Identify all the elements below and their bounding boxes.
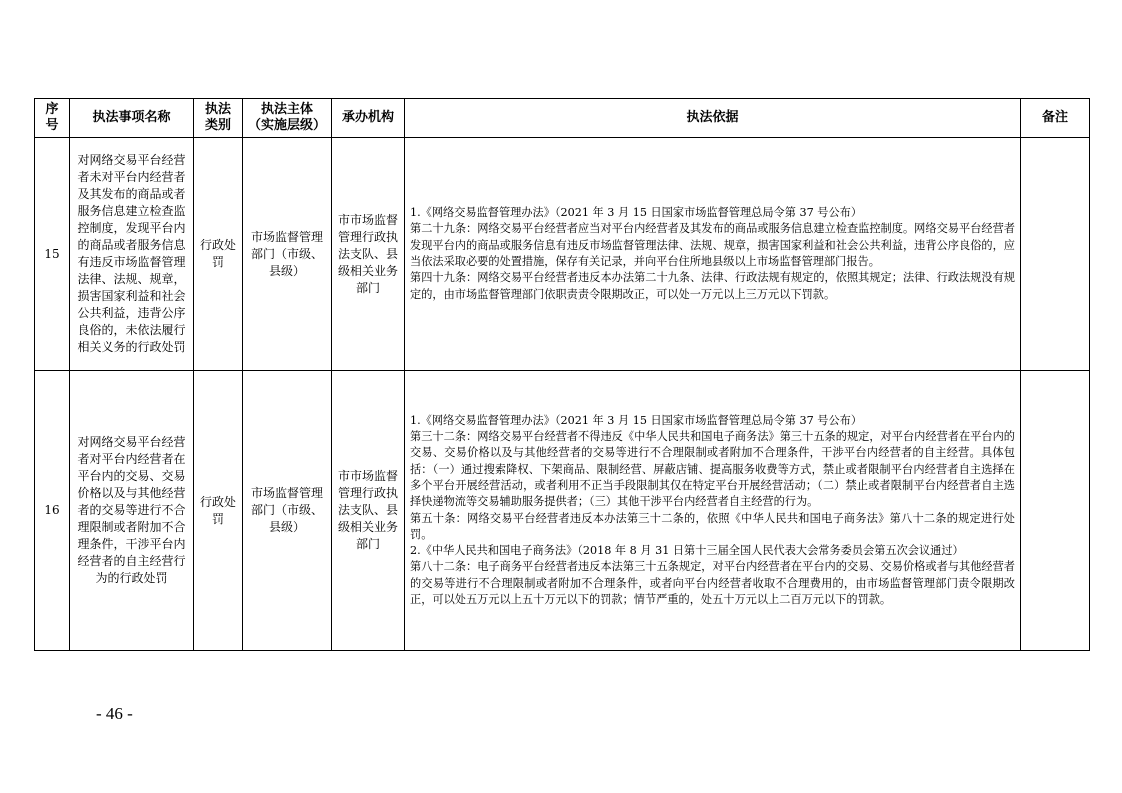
row-number: 15: [35, 138, 70, 371]
header-subject: 执法主体 （实施层级）: [243, 99, 332, 138]
page-number: - 46 -: [96, 704, 133, 723]
basis-paragraph: 第三十二条：网络交易平台经营者不得违反《中华人民共和国电子商务法》第三十五条的规定，对平台内经营者在平台内的交易、交易价格以及与其他经营者的交易等进行不合理限制或者附加不合理条件，干涉平台内经营者的自主经营。具体包括：（一）通过搜索降权、下架商品、限制经营、屏蔽店铺、提高服务收费等方式，禁止或者限制平台内经营者自主选择在多个平台开展经营活动，或者利用不正当手段限制其仅在特定平台开展经营活动；（二）禁止或者限制平台内经营者自主选择快递物流等交易辅助服务提供者；（三）其他干涉平台内经营者自主经营的行为。: [410, 430, 1015, 509]
basis-paragraph: 2.《中华人民共和国电子商务法》（2018 年 8 月 31 日第十三届全国人民代表大会常务委员会第五次会议通过）: [410, 544, 964, 558]
category: 行政处罚: [194, 371, 243, 651]
row-number: 16: [35, 371, 70, 651]
header-category: 执法 类别: [194, 99, 243, 138]
item-name: 对网络交易平台经营者未对平台内经营者及其发布的商品或者服务信息建立检查监控制度，发现平台内的商品或者服务信息有违反市场监督管理法律、法规、规章，损害国家利益和社会公共利益，违背公序良俗的，未依法履行相关义务的行政处罚: [70, 138, 194, 371]
basis-paragraph: 1.《网络交易监督管理办法》（2021 年 3 月 15 日国家市场监督管理总局令第 37 号公布）: [410, 206, 863, 220]
basis-paragraph: 第四十九条：网络交易平台经营者违反本办法第二十九条、法律、行政法规有规定的，依照其规定；法律、行政法规没有规定的，由市场监督管理部门依职责责令限期改正，可以处一万元以上三万元以下罚款。: [410, 271, 1015, 301]
header-item-name: 执法事项名称: [70, 99, 194, 138]
basis-paragraph: 第二十九条：网络交易平台经营者应当对平台内经营者及其发布的商品或服务信息建立检查监控制度。网络交易平台经营者发现平台内的商品或服务信息有违反市场监督管理法律、法规、规章，损害国家利益和社会公共利益，违背公序良俗的，应当依法采取必要的处置措施，保存有关记录，并向平台住所地县级以上市场监督管理部门报告。: [410, 222, 1015, 268]
note: [1021, 138, 1090, 371]
header-no: 序 号: [35, 99, 70, 138]
agency: 市市场监督管理行政执法支队、县级相关业务部门: [332, 371, 405, 651]
item-name: 对网络交易平台经营者对平台内经营者在平台内的交易、交易价格以及与其他经营者的交易等进行不合理限制或者附加不合理条件，干涉平台内经营者的自主经营行为的行政处罚: [70, 371, 194, 651]
legal-basis: [405, 138, 1021, 371]
note: [1021, 371, 1090, 651]
basis-paragraph: 第八十二条：电子商务平台经营者违反本法第三十五条规定，对平台内经营者在平台内的交易、交易价格或者与其他经营者的交易等进行不合理限制或者附加不合理条件，或者向平台内经营者收取不合理费用的，由市场监督管理部门责令限期改正，可以处五万元以上五十万元以下的罚款；情节严重的，处五十万元以上二百万元以下的罚款。: [410, 560, 1015, 606]
subject: 市场监督管理部门（市级、县级）: [243, 138, 332, 371]
table-row: [35, 371, 1090, 651]
header-note: 备注: [1021, 99, 1090, 138]
legal-basis: [405, 371, 1021, 651]
subject: 市场监督管理部门（市级、县级）: [243, 371, 332, 651]
header-basis: 执法依据: [405, 99, 1021, 138]
enforcement-table: [34, 98, 1090, 651]
agency: 市市场监督管理行政执法支队、县级相关业务部门: [332, 138, 405, 371]
basis-paragraph: 1.《网络交易监督管理办法》（2021 年 3 月 15 日国家市场监督管理总局令第 37 号公布）: [410, 413, 863, 427]
header-row: [35, 99, 1090, 138]
category: 行政处罚: [194, 138, 243, 371]
header-agency: 承办机构: [332, 99, 405, 138]
table-row: [35, 138, 1090, 371]
basis-paragraph: 第五十条：网络交易平台经营者违反本办法第三十二条的，依照《中华人民共和国电子商务法》第八十二条的规定进行处罚。: [410, 511, 1015, 541]
